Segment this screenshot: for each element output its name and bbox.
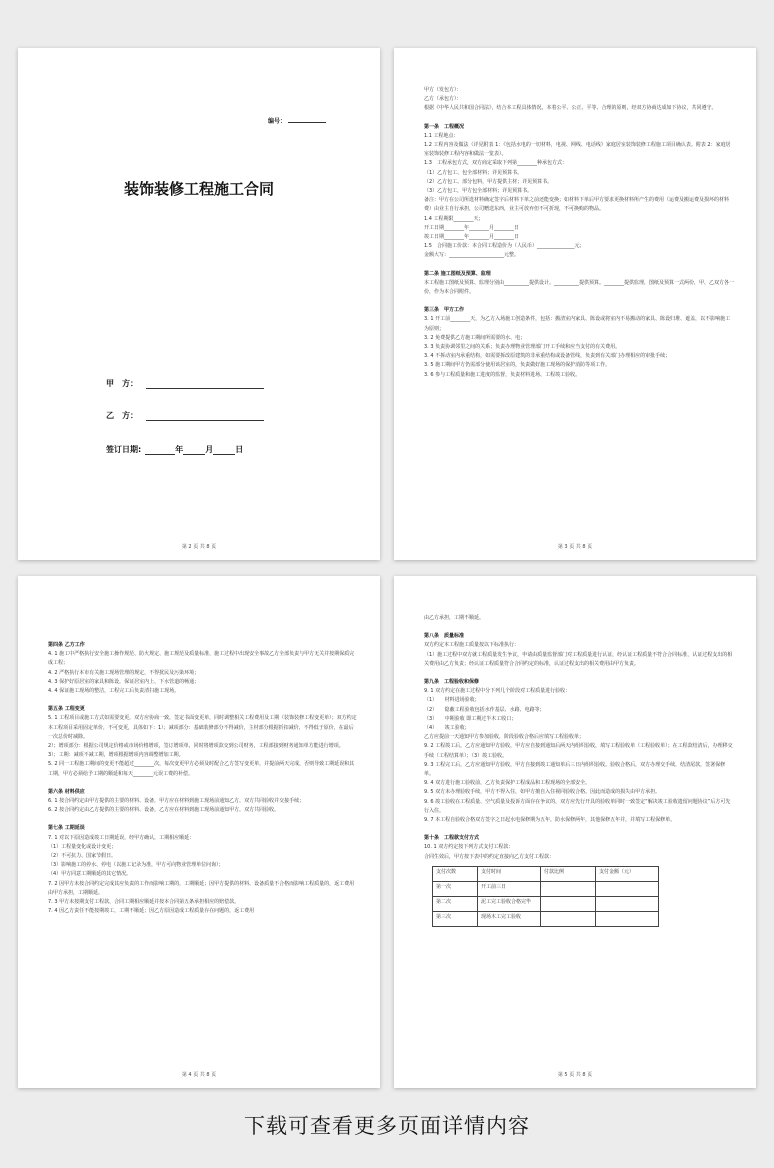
table-cell	[596, 881, 659, 896]
section-heading: 第十条 工程款支付方式	[424, 835, 480, 842]
paragraph: （3）乙方包工，甲方包全部材料；详见预算书。	[424, 188, 533, 195]
paragraph: 双方约定本工程施工质量按以下标准执行：	[424, 642, 520, 649]
table-cell: 第一次	[433, 881, 478, 896]
paragraph: 4. 3 保护好原居室的家具和陈设，保证居室内上、下水管道的畅通；	[48, 678, 200, 685]
paragraph: （1）乙方包工、包全部材料；详见预算书。	[424, 169, 523, 176]
table-cell: 开工前三日	[478, 881, 541, 896]
paragraph: 5. 2 同一工程施工期间的变更不能超过________次，每次变更甲方必须及时配合乙方签写变更单，并提前两天完成，否则导致工期延误和其工期，甲方必须给予工期的顺延和每天________元误工费的补偿。	[48, 761, 355, 777]
paragraph: 竣工日期________年________月________日	[424, 234, 520, 241]
section-heading: 第九条 工程验收和保修	[424, 679, 480, 686]
table-cell	[541, 911, 596, 926]
paragraph: 9. 4 双方进行施工验收前，乙方负责保护工程成品和工程现场的全部安全。	[424, 780, 591, 787]
paragraph: 1.3 工程承包方式，双方商定采取下列第________种承包方式：	[424, 160, 567, 167]
paragraph: 7. 1 对以下原因造成竣工日期延误，经甲方确认，工期相应顺延：	[48, 834, 195, 841]
page-footer: 第 5 页 共 8 页	[557, 1072, 593, 1078]
paragraph: （3）影响施工的停水、停电（以施工记录为准，甲方可向物业管理单位问询）；	[48, 862, 224, 869]
paragraph: （4）甲方同意工期顺延的其它情况。	[48, 871, 132, 878]
table-cell: 泥工完工验收合格完毕	[478, 896, 541, 911]
paragraph: 乙方（承包方）：	[424, 96, 462, 103]
paragraph: 3. 4 不拆动室内承重结构，如需要拆改原建筑的非承重结构或设备管线，负责到有关部门办理相应的审批手续；	[424, 353, 671, 360]
page-4	[18, 576, 380, 1088]
paragraph: 9. 5 双方未办理验收手续，甲方不得入住，如甲方擅自入住视同验收合格。因此而造成的损失由甲方承担。	[424, 789, 661, 796]
paragraph: 7. 4 因乙方责任不能按期竣工，工期不顺延；因乙方原因造成工程质量存在问题的，返工费用	[48, 908, 255, 915]
paragraph: 3）；工期：减项不减工期，增项根据增项内容调整增加工期。	[48, 752, 184, 759]
section-heading: 第八条 质量标准	[424, 633, 465, 640]
section-heading: 第二条 施工图纸及预算、监理	[424, 270, 491, 277]
paragraph: （1）施工过程中双方就工程质量发生争议，申请由质量监督部门对工程质量进行认证，经认证工程质量不符合合同标准，认证过程支出的相关费用由乙方负责；经认证工程质量符合合同约定的标准，认证过程支出的相关费用由甲方负责。	[424, 651, 733, 667]
paragraph: 10. 1 双方约定按下列方式支付工程款：	[424, 844, 514, 851]
paragraph: 7. 2 因甲方未按合同约定完成其应负责的工作而影响工期的，工期顺延；因甲方提供的材料、设备质量不合格而影响工程质量的，返工费用由甲方承担，工期顺延。	[48, 880, 355, 896]
paragraph: 9. 7 本工程自验收合格双方签字之日起水电保修期为五年，防水保修两年，其他保修五年并，并填写工程保修单。	[424, 817, 676, 824]
paragraph: 金额大写：______________________元整。	[424, 252, 520, 259]
paragraph: （1） 材料进场验收；	[424, 697, 480, 704]
paragraph: 9. 2 工程竣工后，乙方应通知甲方验收，甲方应自接到通知后两天内组织验收，填写工程验收单（工程验收单）；在工程款结清后，办理移交手续（工程结算单）；（3）竣工验收。	[424, 743, 733, 759]
table-row	[433, 896, 659, 911]
party-a-line: 甲 方：	[106, 378, 264, 389]
table-cell: 第二次	[433, 896, 478, 911]
paragraph: 合同生效后，甲方按下表中的约定直接向乙方支付工程款：	[424, 853, 555, 860]
download-caption: 下载可查看更多页面详情内容	[244, 1114, 530, 1138]
paragraph: （2） 隐蔽工程验收包括水作基层、水路、电路等；	[424, 706, 545, 713]
paragraph: 7. 3 甲方未按期支付工程款，合同工期相应顺延并按本合同第五条承担相应的赔偿款。	[48, 899, 240, 906]
paragraph: （1）工程量变化或设计变更；	[48, 843, 117, 850]
table-cell	[596, 911, 659, 926]
paragraph: （4） 竣工验收；	[424, 725, 470, 732]
contract-number: 编号：	[268, 116, 326, 125]
section-heading: 第三条 甲方工作	[424, 307, 465, 314]
paragraph: 3. 3 负责协调邻里之间的关系；负责办理物业管理部门开工手续和应当支付的有关费用。	[424, 344, 621, 351]
page-4-content	[48, 632, 358, 916]
section-heading: 第七条 工期延误	[48, 825, 85, 832]
table-row	[433, 881, 659, 896]
table-cell	[541, 896, 596, 911]
table-header-cell: 支付次数	[433, 866, 478, 881]
section-heading: 第一条 工程概况	[424, 123, 465, 130]
paragraph: （2）乙方包工、部分包料，甲方提供主材；详见预算书。	[424, 178, 553, 185]
paragraph: 3. 2 免费提供乙方施工期间所需要的水、电；	[424, 334, 526, 341]
paragraph: 2）；增项部分：根据公司规定价格或市场价格增项，签订增项单，同时将增项款交到公司财务，工程部接到财务通知单方能进行增项。	[48, 743, 344, 750]
sign-date-line: 签订日期: 年 月 日	[106, 445, 244, 454]
page-cover	[18, 48, 380, 560]
page-5-content	[424, 614, 734, 927]
paragraph: （3） 中期验收 即工期过半木工收口；	[424, 715, 517, 722]
paragraph: 由乙方承担，工期不顺延。	[424, 615, 485, 621]
section-heading: 第五条 工程变更	[48, 706, 85, 713]
table-header-row	[433, 866, 659, 881]
paragraph: 1.5 合同施工价款：本合同工程造价为（人民币）_______________元；	[424, 243, 585, 250]
paragraph: 3. 6 参与工程质量和施工进度的监督，负责材料进场、工程竣工验收。	[424, 371, 581, 378]
paragraph: 甲方（发包方）：	[424, 87, 462, 93]
table-header-cell: 支付时间	[478, 866, 541, 881]
paragraph: 乙方应提前一天通知甲方参加验收，阶段验收合格后应填写工程验收单；	[424, 734, 585, 741]
paragraph: 9. 6 竣工验收在工程质量、空气质量及投诉方面存在争议的，双方应先行开具的验收单同时一致签定“解决竣工验收遗留问题协议”后方可先行入住。	[424, 798, 731, 814]
paragraph: 4. 1 施工中严格执行安全施工操作规范、防火规定、施工规范及质量标准，施工过程中出现安全事故乙方全部负责与甲方无关并按期保质完成工程；	[48, 651, 355, 667]
party-b-line: 乙 方：	[106, 410, 264, 421]
section-heading: 第四条 乙方工作	[48, 642, 85, 648]
page-footer: 第 3 页 共 8 页	[557, 544, 593, 550]
paragraph: 3. 1 开工前________天，为乙方入场施工创造条件，包括：搬清室内家具、陈设或将室内不易搬动的家具、陈设归堆、遮盖，以不影响施工为原则；	[424, 316, 731, 332]
table-cell: 现场木工完工验收	[478, 911, 541, 926]
paragraph: 9. 1 双方约定在施工过程中分下列几个阶段对工程质量进行验收：	[424, 688, 571, 695]
payment-table	[432, 866, 659, 927]
paragraph: 3. 5 施工期间甲方仍需部分使用该居室的，负责做好施工现场的保护消防等项工作。	[424, 362, 611, 369]
paragraph: 开工日期________年________月________日	[424, 224, 520, 231]
paragraph: 6. 2 按合同约定由乙方提供的主要的材料、设备，乙方应在材料到施工现场前通知甲方，双方共同验收。	[48, 807, 280, 814]
table-cell: 第三次	[433, 911, 478, 926]
contract-title: 装饰装修工程施工合同	[123, 180, 274, 198]
paragraph: 1.2 工程内容及做法（详见附表 1：《包括水电的一切材料，电视、网线、电话线》家庭居室装饰装修工程施工项目确认表。附表 2：家庭居室装饰装修工程内容和做法一览表）。	[424, 142, 731, 158]
table-cell	[596, 896, 659, 911]
paragraph: 本工程施工图纸及预算、监理分别由__________提供设计。__________提供预算。________提供监理，图纸及预算一式两份，甲、乙双方各一份，作为本合同附件。	[424, 279, 735, 296]
page-3-content	[424, 86, 734, 380]
table-row	[433, 911, 659, 926]
paragraph: 6. 1 按合同约定由甲方提供的主要的材料、设备，甲方应在材料到施工现场前通知乙方，双方共同验收并交接手续；	[48, 798, 305, 805]
page-footer: 第 4 页 共 8 页	[181, 1072, 217, 1078]
table-cell	[541, 881, 596, 896]
table-header-cell: 支付金额（元）	[596, 866, 659, 881]
paragraph: 5. 1 工程项目或施工方式如需要变更，双方应协商一致，签定书面变更单，同时调整相关工程费用及工期（装饰装修工程变更单）；双方约定本工程项目采用固定单价，不可变更，具体如下：1）；减项部分：基础装修部分不得减价，主材部分根据折扣减价，不得低于原价，在最后一次总价时减除。	[48, 715, 357, 740]
section-heading: 第六条 材料供应	[48, 788, 85, 795]
paragraph: 1.4 工程期限________天；	[424, 215, 484, 222]
paragraph: 9. 3 工程完工后，乙方应通知甲方验收，甲方自接到竣工通知单后三日内组织验收。验收合格后，双方办理交手续，结清尾款，签署保修单。	[424, 761, 726, 778]
paragraph: 根据《中华人民共和国合同法》，结合本工程具体情况，本着公平、公正、平等、合理的原则，经双方协商达成如下协议，共同遵守。	[424, 105, 717, 112]
paragraph: 1.1 工程地点：	[424, 132, 459, 139]
paragraph: 4. 4 保证施工现场的整洁，工程完工后负责清扫施工现场。	[48, 688, 180, 695]
page-footer: 第 2 页 共 8 页	[181, 544, 217, 550]
table-header-cell: 付款比例	[541, 866, 596, 881]
page-5	[394, 576, 756, 1088]
paragraph: （2）不可抗力、国家节假日。	[48, 853, 117, 860]
paragraph: 4. 2 严格执行本市有关施工现场管理的规定，不得扰民及污染环境；	[48, 669, 200, 676]
paragraph: 备注：甲方在公司所选材料确定签字后材料下单之前还能变换；如材料下单后甲方要求更换材料所产生的费用（运费及搬运费及损坏的材料费）由业主自行承担，公司赠送东西，业主可放弃但不可折现，不可换购的物品。	[424, 197, 730, 213]
page-3	[394, 48, 756, 560]
